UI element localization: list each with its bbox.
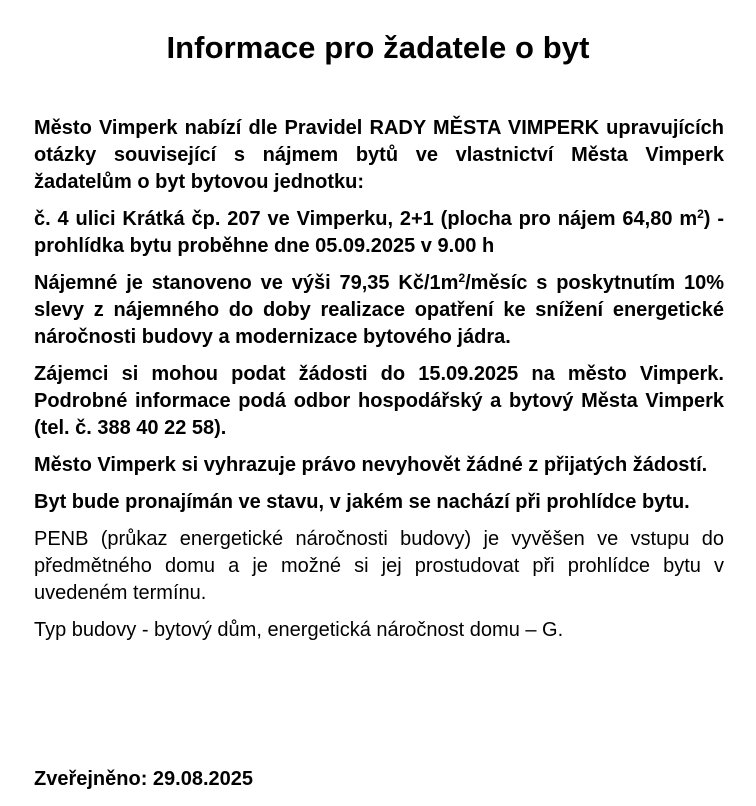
rent-text-end: /měsíc s poskytnutím 10% slevy z nájemného do doby realizace opatření ke snížení energetické náročnosti budovy a modernizace bytového jádra. bbox=[34, 272, 724, 348]
penb-paragraph: PENB (průkaz energetické náročnosti budovy) je vyvěšen ve vstupu do předmětného domu a je možné si jej prostudovat při prohlídce bytu v uvedeném termínu. bbox=[34, 528, 724, 604]
intro-paragraph: Město Vimperk nabízí dle Pravidel RADY MĚSTA VIMPERK upravujících otázky související s nájmem bytů ve vlastnictví Města Vimperk žadatelům o byt bytovou jednotku: bbox=[34, 117, 724, 193]
rights-paragraph: Město Vimperk si vyhrazuje právo nevyhovět žádné z přijatých žádostí. bbox=[34, 454, 708, 476]
unit-area-exponent: 2 bbox=[697, 207, 704, 221]
rent-paragraph bbox=[34, 270, 724, 351]
rent-area-exponent: 2 bbox=[458, 271, 466, 285]
notice-body bbox=[34, 115, 724, 654]
rent-text-start: Nájemné je stanoveno ve výši 79,35 Kč/1m bbox=[34, 272, 459, 294]
building-type-paragraph: Typ budovy - bytový dům, energetická náročnost domu – G. bbox=[34, 619, 564, 641]
unit-text-end: ) - prohlídka bytu proběhne dne 05.09.2025 v 9.00 h bbox=[34, 208, 724, 257]
unit-paragraph bbox=[34, 206, 724, 260]
condition-paragraph: Byt bude pronajímán ve stavu, v jakém se nachází při prohlídce bytu. bbox=[34, 491, 690, 513]
applications-paragraph: Zájemci si mohou podat žádosti do 15.09.2025 na město Vimperk. Podrobné informace podá odbor hospodářský a bytový Města Vimperk (tel. č. 388 40 22 58). bbox=[34, 363, 724, 439]
publication-date: Zveřejněno: 29.08.2025 bbox=[34, 768, 254, 790]
page-title: Informace pro žadatele o byt bbox=[166, 30, 590, 65]
unit-text-start: č. 4 ulici Krátká čp. 207 ve Vimperku, 2+1 (plocha pro nájem 64,80 m bbox=[34, 208, 698, 230]
